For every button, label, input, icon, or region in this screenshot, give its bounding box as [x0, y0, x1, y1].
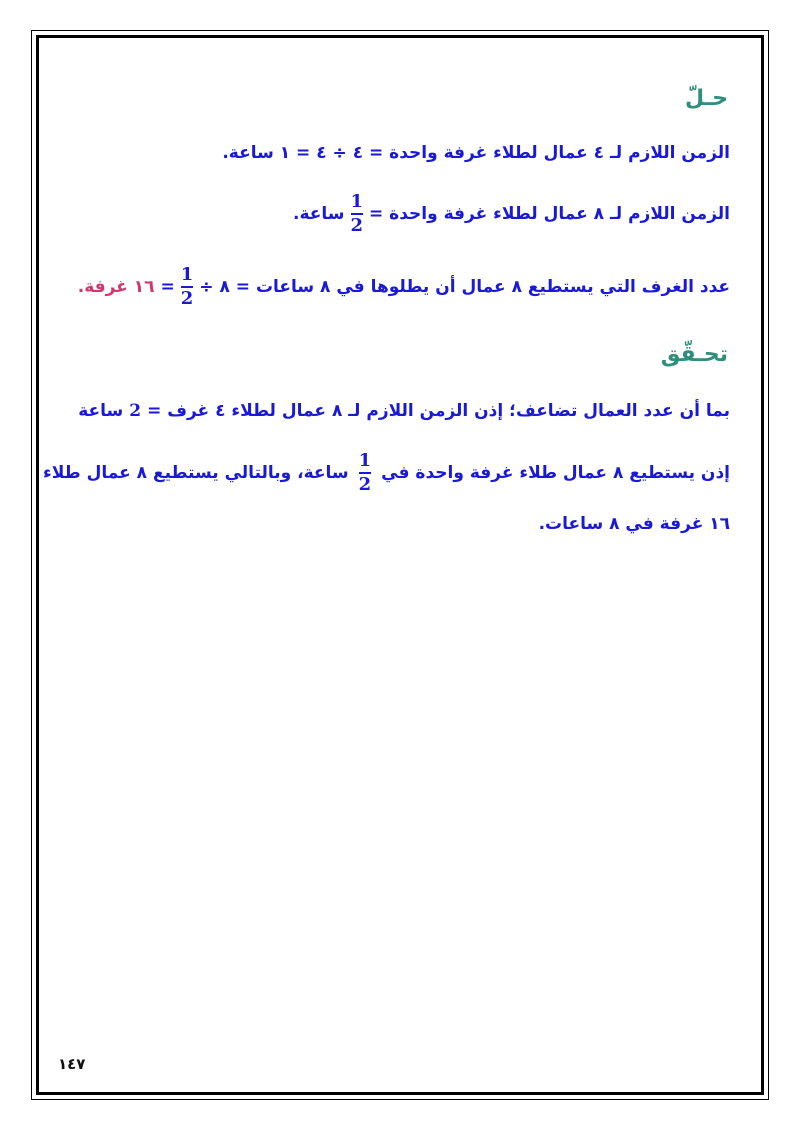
- check-line-3: [539, 514, 730, 534]
- solution-heading: حـلّ: [684, 86, 728, 111]
- solution-line-3: [78, 266, 730, 308]
- solution-line-2-text: الزمن اللازم لـ ٨ عمال لطلاء غرفة واحدة =: [369, 204, 730, 224]
- check-line-3-text: ١٦ غرفة في ٨ ساعات.: [538, 514, 730, 534]
- check-line-1-number: 2: [129, 401, 142, 421]
- fraction-one-half: $\frac{1}{2}$: [180, 264, 194, 309]
- check-line-2: [43, 452, 730, 494]
- solution-line-1-text: الزمن اللازم لـ ٤ عمال لطلاء غرفة واحدة = ٤ ÷ ٤ = ١ ساعة.: [222, 143, 730, 163]
- solution-line-2-end: ساعة.: [293, 204, 345, 224]
- fraction-one-half: $\frac{1}{2}$: [350, 191, 364, 236]
- check-heading: تحـقّق: [660, 342, 728, 367]
- page-number: ١٤٧: [58, 1055, 86, 1073]
- solution-line-3-text: عدد الغرف التي يستطيع ٨ عمال أن يطلوها في ٨ ساعات = ٨ ÷: [199, 277, 730, 297]
- check-line-2-text: إذن يستطيع ٨ عمال طلاء غرفة واحدة في: [381, 463, 730, 483]
- solution-line-3-result: ١٦ غرفة.: [77, 277, 155, 297]
- check-line-1-end: ساعة: [78, 401, 124, 421]
- check-line-2-end: ساعة، وبالتالي يستطيع ٨ عمال طلاء: [43, 463, 349, 483]
- solution-line-3-equals: =: [160, 277, 175, 297]
- solution-line-2: [293, 193, 730, 235]
- solution-line-1: [222, 143, 730, 163]
- check-line-1: [78, 401, 730, 421]
- check-line-1-text: بما أن عدد العمال تضاعف؛ إذن الزمن اللازم لـ ٨ عمال لطلاء ٤ غرف =: [147, 401, 730, 421]
- fraction-one-half: $\frac{1}{2}$: [358, 450, 372, 495]
